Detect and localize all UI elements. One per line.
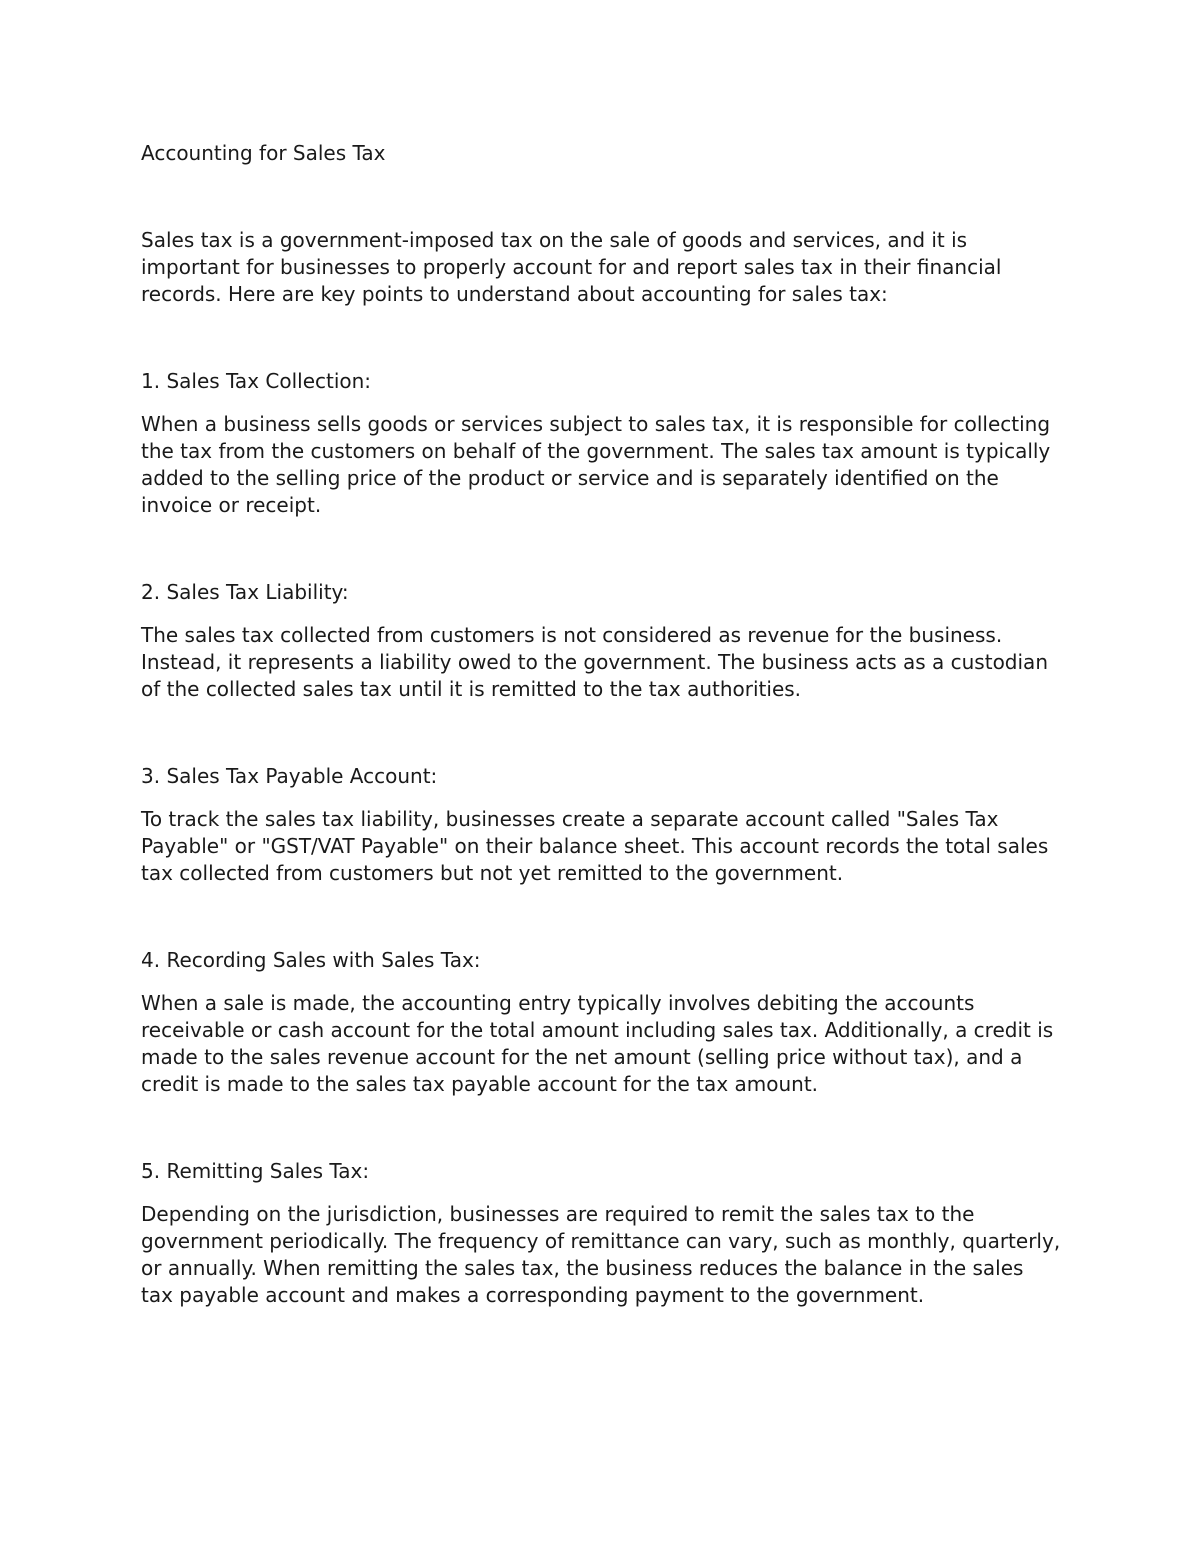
section-heading: 3. Sales Tax Payable Account: — [141, 764, 438, 788]
section-remitting-sales-tax — [141, 1158, 1061, 1309]
section-body: To track the sales tax liability, businesses create a separate account called "Sales Tax Payable" or "GST/VAT Payable" on their balance sheet. This account records the total sales tax collected from customers but not yet remitted to the government. — [141, 807, 1049, 885]
section-heading: 1. Sales Tax Collection: — [141, 369, 372, 393]
section-body: When a sale is made, the accounting entry typically involves debiting the accounts receivable or cash account for the total amount including sales tax. Additionally, a credit is made to the sales revenue account for the net amount (selling price without tax), and a credit is made to the sales tax payable account for the tax amount. — [141, 991, 1054, 1096]
document-content — [141, 140, 1061, 1309]
section-sales-tax-liability — [141, 579, 1061, 703]
section-sales-tax-payable-account — [141, 763, 1061, 887]
section-body: Depending on the jurisdiction, businesses are required to remit the sales tax to the government periodically. The frequency of remittance can vary, such as monthly, quarterly, or annually. When remitting the sales tax, the business reduces the balance in the sales tax payable account and makes a corresponding payment to the government. — [141, 1202, 1061, 1307]
section-heading: 2. Sales Tax Liability: — [141, 580, 349, 604]
section-heading: 4. Recording Sales with Sales Tax: — [141, 948, 481, 972]
section-heading: 5. Remitting Sales Tax: — [141, 1159, 370, 1183]
section-sales-tax-collection — [141, 368, 1061, 519]
section-body: When a business sells goods or services subject to sales tax, it is responsible for collecting the tax from the customers on behalf of the government. The sales tax amount is typically added to the selling price of the product or service and is separately identified on the invoice or receipt. — [141, 412, 1051, 517]
intro-paragraph: Sales tax is a government-imposed tax on the sale of goods and services, and it is important for businesses to properly account for and report sales tax in their financial records. Here are key points to understand about accounting for sales tax: — [141, 228, 1002, 306]
section-body: The sales tax collected from customers is not considered as revenue for the business. Instead, it represents a liability owed to the government. The business acts as a custodian of the collected sales tax until it is remitted to the tax authorities. — [141, 623, 1048, 701]
document-title: Accounting for Sales Tax — [141, 141, 386, 165]
section-recording-sales — [141, 947, 1061, 1098]
